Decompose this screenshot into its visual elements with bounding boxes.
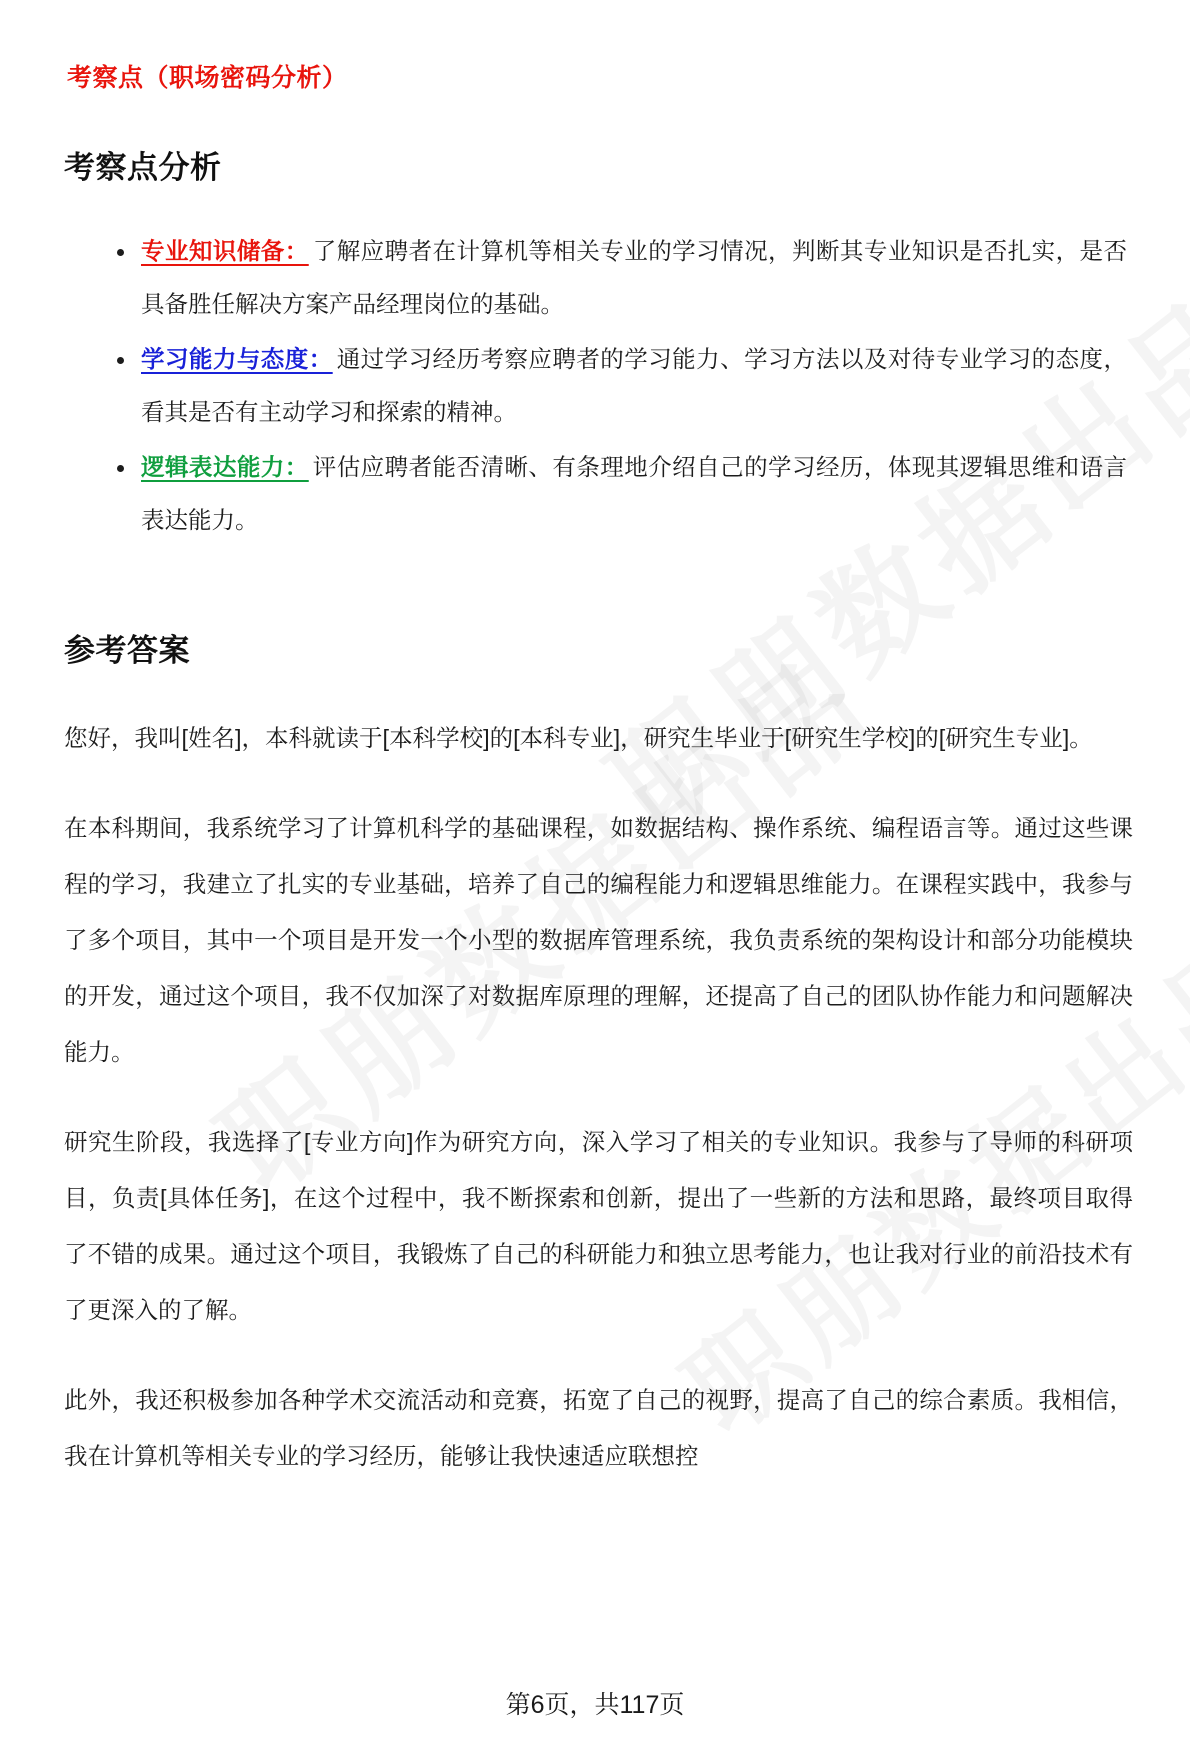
- answer-paragraph: 您好，我叫[姓名]，本科就读于[本科学校]的[本科专业]，研究生毕业于[研究生学校]的[研究生专业]。: [64, 725, 1093, 751]
- answer-paragraph: 研究生阶段，我选择了[专业方向]作为研究方向，深入学习了相关的专业知识。我参与了导师的科研项目，负责[具体任务]，在这个过程中，我不断探索和创新，提出了一些新的方法和思路，最终项目取得了不错的成果。通过这个项目，我锻炼了自己的科研能力和独立思考能力，也让我对行业的前沿技术有了更深入的了解。: [64, 1129, 1133, 1323]
- list-item-keyword: 学习能力与态度：: [141, 346, 333, 372]
- list-item-keyword: 专业知识储备：: [141, 238, 309, 264]
- list-item: [117, 225, 1135, 331]
- page-number-footer: 第6页，共117页: [505, 1691, 685, 1719]
- list-item-text: 评估应聘者能否清晰、有条理地介绍自己的学习经历，体现其逻辑思维和语言表达能力。: [141, 454, 1128, 533]
- list-item-text: 了解应聘者在计算机等相关专业的学习情况，判断其专业知识是否扎实，是否具备胜任解决方案产品经理岗位的基础。: [141, 238, 1128, 317]
- document-title: 考察点（职场密码分析）: [67, 64, 348, 92]
- list-item-keyword: 逻辑表达能力：: [141, 454, 309, 480]
- document-content: [55, 58, 1135, 1484]
- answer-section-heading: 参考答案: [64, 633, 190, 668]
- answer-paragraph: 此外，我还积极参加各种学术交流活动和竞赛，拓宽了自己的视野，提高了自己的综合素质。我相信，我在计算机等相关专业的学习经历，能够让我快速适应联想控: [64, 1387, 1133, 1469]
- answer-paragraph: 在本科期间，我系统学习了计算机科学的基础课程，如数据结构、操作系统、编程语言等。通过这些课程的学习，我建立了扎实的专业基础，培养了自己的编程能力和逻辑思维能力。在课程实践中，我参与了多个项目，其中一个项目是开发一个小型的数据库管理系统，我负责系统的架构设计和部分功能模块的开发，通过这个项目，我不仅加深了对数据库原理的理解，还提高了自己的团队协作能力和问题解决能力。: [64, 815, 1133, 1065]
- analysis-bullet-list: [55, 225, 1135, 547]
- list-item: [117, 441, 1135, 547]
- list-item-text: 通过学习经历考察应聘者的学习能力、学习方法以及对待专业学习的态度，看其是否有主动学习和探索的精神。: [141, 346, 1128, 425]
- analysis-section-heading: 考察点分析: [64, 150, 222, 185]
- list-item: [117, 333, 1135, 439]
